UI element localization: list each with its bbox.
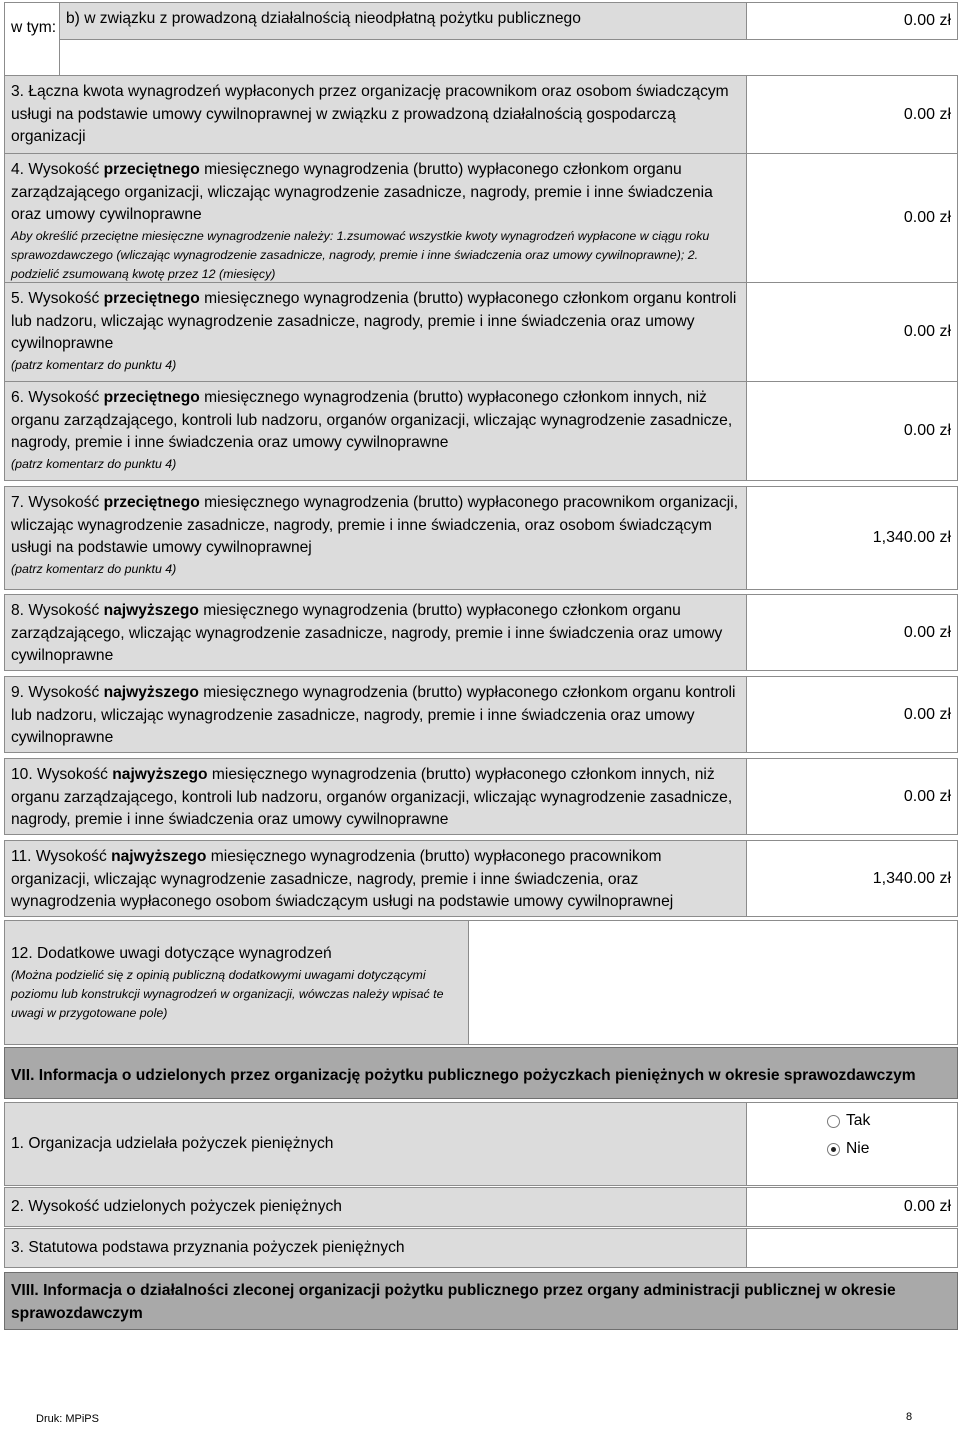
row-5-text: [4, 282, 747, 382]
radio-nie-icon[interactable]: [827, 1143, 840, 1156]
row-9-post: miesięcznego wynagrodzenia (brutto) wypłaconego członkom organu kontroli lub nadzoru, wliczając wynagrodzenie zasadnicze, nagrody, premie i inne świadczenia oraz umowy cywilnoprawne: [11, 684, 736, 747]
row-7-text: [4, 486, 747, 590]
row-10-bold: najwyższego: [112, 766, 208, 783]
row-11-post: miesięcznego wynagrodzenia (brutto) wypłaconego pracownikom organizacji, wliczając wynagrodzenie zasadnicze, nagrody, premie i inne świadczenia, oraz wynagrodzenia wypłaconego osobom świadczącym usługi na podstawie umowy cywilnoprawnej: [11, 848, 674, 911]
row-10-post: miesięcznego wynagrodzenia (brutto) wypłaconego członkom innych, niż organu zarządzającego, kontroli lub nadzoru, organów organizacji, wliczając wynagrodzenie zasadnicze, nagrody, premie i inne świadczenia oraz umowy cywilnoprawne: [11, 766, 733, 829]
row-5-value[interactable]: 0.00 zł: [746, 282, 958, 382]
section-7-title: VII. Informacja o udzielonych przez organizację pożytku publicznego pożyczkach pieniężnych w okresie sprawozdawczym: [4, 1047, 958, 1099]
row-12-input[interactable]: [468, 920, 958, 1045]
row-7-note: (patrz komentarz do punktu 4): [11, 561, 177, 576]
row-11-pre: 11. Wysokość: [11, 848, 112, 865]
section-7-q1-radio-group: [746, 1102, 958, 1186]
footer-print-label: Druk: MPiPS: [36, 1413, 99, 1425]
row-5-note: (patrz komentarz do punktu 4): [11, 357, 177, 372]
radio-option-tak[interactable]: [827, 1107, 957, 1135]
row-9-bold: najwyższego: [103, 684, 199, 701]
section-7-q2-text: 2. Wysokość udzielonych pożyczek pieniężnych: [4, 1187, 747, 1227]
row-7-pre: 7. Wysokość: [11, 494, 104, 511]
row-6-text: [4, 381, 747, 481]
row-8-pre: 8. Wysokość: [11, 602, 104, 619]
radio-tak-icon[interactable]: [827, 1115, 840, 1128]
row-11-value[interactable]: 1,340.00 zł: [746, 840, 958, 917]
row-4-note: Aby określić przeciętne miesięczne wynagrodzenie należy: 1.zsumować wszystkie kwoty wynagrodzeń wypłacone w ciągu roku sprawozdawczego (wliczając wynagrodzenie zasadnicze, nagrody, premie i inne świadczenia oraz umowy cywilnoprawne); 2. podzielić zsumowaną kwotę przez 12 (miesięcy): [11, 228, 710, 281]
row-10-text: [4, 758, 747, 835]
row-7-value[interactable]: 1,340.00 zł: [746, 486, 958, 590]
row-9-value[interactable]: 0.00 zł: [746, 676, 958, 753]
section-8-title: VIII. Informacja o działalności zleconej organizacji pożytku publicznego przez organy administracji publicznej w okresie sprawozdawczym: [4, 1272, 958, 1330]
w-tym-label: w tym:: [4, 2, 60, 76]
w-tym-value[interactable]: 0.00 zł: [746, 2, 958, 40]
page-number: 8: [906, 1411, 913, 1423]
row-7-post: miesięcznego wynagrodzenia (brutto) wypłaconego pracownikom organizacji, wliczając wynagrodzenie zasadnicze, nagrody, premie i inne świadczenia, oraz osobom świadczącym usługi na podstawie umowy cywilnoprawnej: [11, 494, 739, 557]
row-5-pre: 5. Wysokość: [11, 290, 104, 307]
row-4-bold: przeciętnego: [103, 161, 200, 178]
row-8-value[interactable]: 0.00 zł: [746, 594, 958, 671]
row-12-note: (Można podzielić się z opinią publiczną dodatkowymi uwagami dotyczącymi poziomu lub konstrukcji wynagrodzeń w organizacji, wówczas należy wpisać te uwagi w przygotowane pole): [11, 967, 444, 1020]
row-10-value[interactable]: 0.00 zł: [746, 758, 958, 835]
row-7-bold: przeciętnego: [103, 494, 200, 511]
row-6-note: (patrz komentarz do punktu 4): [11, 456, 177, 471]
row-9-pre: 9. Wysokość: [11, 684, 104, 701]
row-4-value[interactable]: 0.00 zł: [746, 153, 958, 283]
row-5-post: miesięcznego wynagrodzenia (brutto) wypłaconego członkom organu kontroli lub nadzoru, wliczając wynagrodzenie zasadnicze, nagrody, premie i inne świadczenia oraz umowy cywilnoprawne: [11, 290, 737, 353]
radio-option-nie[interactable]: [827, 1135, 957, 1163]
row-4-text: [4, 153, 747, 283]
section-7-q2-value[interactable]: 0.00 zł: [746, 1187, 958, 1227]
section-7-q3-text: 3. Statutowa podstawa przyznania pożyczek pieniężnych: [4, 1228, 747, 1268]
row-11-text: [4, 840, 747, 917]
row-6-value[interactable]: 0.00 zł: [746, 381, 958, 481]
row-4-post: miesięcznego wynagrodzenia (brutto) wypłaconego członkom organu zarządzającego organizacji, wliczając wynagrodzenie zasadnicze, nagrody, premie i inne świadczenia oraz umowy cywilnoprawne: [11, 161, 713, 224]
row-10-pre: 10. Wysokość: [11, 766, 113, 783]
row-8-text: [4, 594, 747, 671]
row-6-bold: przeciętnego: [103, 389, 200, 406]
row-9-text: [4, 676, 747, 753]
section-7-q1-text: 1. Organizacja udzielała pożyczek pieniężnych: [4, 1102, 747, 1186]
row-12-text: [4, 920, 469, 1045]
row-11-bold: najwyższego: [111, 848, 207, 865]
row-3-value[interactable]: 0.00 zł: [746, 75, 958, 154]
row-3-text: 3. Łączna kwota wynagrodzeń wypłaconych przez organizację pracownikom oraz osobom świadczącym usługi na podstawie umowy cywilnoprawnej w związku z prowadzoną działalnością gospodarczą organizacji: [4, 75, 747, 154]
row-8-bold: najwyższego: [103, 602, 199, 619]
w-tym-text: b) w związku z prowadzoną działalnością nieodpłatną pożytku publicznego: [59, 2, 747, 40]
row-4-pre: 4. Wysokość: [11, 161, 104, 178]
row-12-title: 12. Dodatkowe uwagi dotyczące wynagrodzeń: [11, 945, 332, 962]
row-8-post: miesięcznego wynagrodzenia (brutto) wypłaconego członkom organu zarządzającego, wliczając wynagrodzenie zasadnicze, nagrody, premie i inne świadczenia oraz umowy cywilnoprawne: [11, 602, 723, 665]
radio-nie-label: Nie: [846, 1140, 870, 1157]
section-7-q3-input[interactable]: [746, 1228, 958, 1268]
row-5-bold: przeciętnego: [103, 290, 200, 307]
radio-tak-label: Tak: [846, 1112, 871, 1129]
row-6-post: miesięcznego wynagrodzenia (brutto) wypłaconego członkom innych, niż organu zarządzającego, kontroli lub nadzoru, organów organizacji, wliczając wynagrodzenie zasadnicze, nagrody, premie i inne świadczenia oraz umowy cywilnoprawne: [11, 389, 733, 452]
row-6-pre: 6. Wysokość: [11, 389, 104, 406]
